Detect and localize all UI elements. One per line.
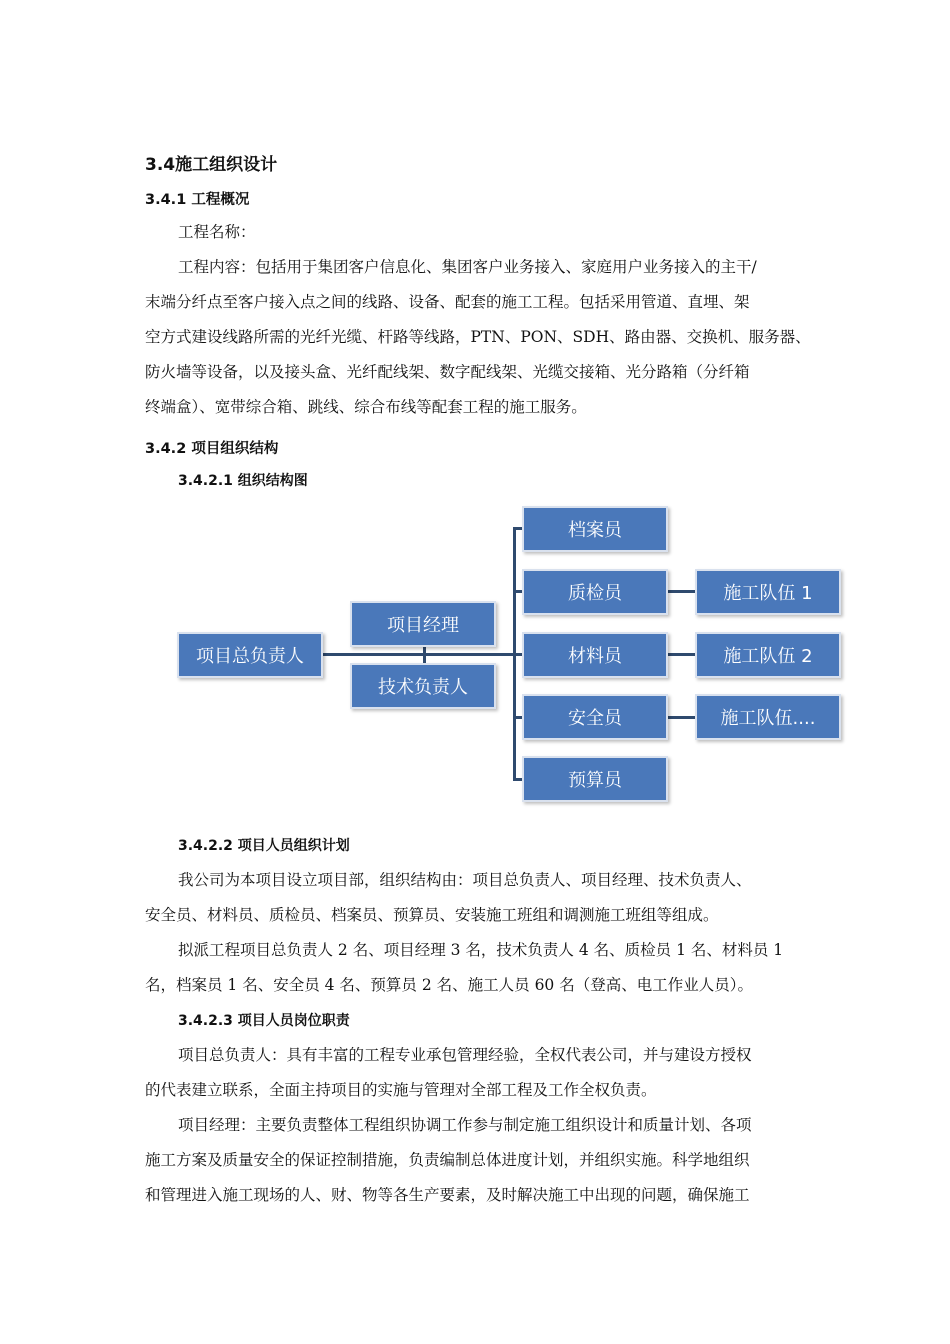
plan-line-2: 安全员、材料员、质检员、档案员、预算员、安装施工班组和调测施工班组等组成。 [145, 906, 719, 924]
duty-line-3: 项目经理：主要负责整体工程组织协调工作参与制定施工组织设计和质量计划、各项 [178, 1116, 752, 1134]
duty-line-2: 的代表建立联系，全面主持项目的实施与管理对全部工程及工作全权负责。 [145, 1081, 657, 1099]
plan-line-4: 名，档案员 1 名、安全员 4 名、预算员 2 名、施工人员 60 名（登高、电工作业人员）。 [145, 976, 753, 994]
org-chart [170, 500, 850, 810]
connector-team-3 [667, 716, 697, 719]
subsection-title-3423: 3.4.2.3 项目人员岗位职责 [178, 1013, 350, 1029]
duty-line-4: 施工方案及质量安全的保证控制措施，负责编制总体进度计划，并组织实施。科学地组织 [145, 1151, 750, 1169]
section-title: 3.4施工组织设计 [145, 155, 278, 175]
org-node-manager: 项目经理 [350, 601, 496, 647]
org-node-staff-safety: 安全员 [522, 694, 668, 740]
org-node-team-2: 施工队伍 2 [695, 632, 841, 678]
connector-team-2 [667, 653, 697, 656]
content-line-2: 末端分纤点至客户接入点之间的线路、设备、配套的施工工程。包括采用管道、直埋、架 [145, 293, 750, 311]
connector-team-1 [667, 590, 697, 593]
project-name-line: 工程名称： [178, 223, 256, 241]
subsection-title-342: 3.4.2 项目组织结构 [145, 441, 279, 457]
org-node-staff-archivist: 档案员 [522, 506, 668, 552]
org-node-team-1: 施工队伍 1 [695, 569, 841, 615]
subsection-title-3422: 3.4.2.2 项目人员组织计划 [178, 838, 350, 854]
duty-line-5: 和管理进入施工现场的人、财、物等各生产要素，及时解决施工中出现的问题，确保施工 [145, 1186, 750, 1204]
content-line-3: 空方式建设线路所需的光纤光缆、杆路等线路，PTN、PON、SDH、路由器、交换机、服务器、 [145, 328, 811, 346]
subsection-title-3421: 3.4.2.1 组织结构图 [178, 473, 308, 489]
plan-line-1: 我公司为本项目设立项目部，组织结构由：项目总负责人、项目经理、技术负责人、 [178, 871, 752, 889]
subsection-title-341: 3.4.1 工程概况 [145, 192, 250, 208]
org-node-staff-materials: 材料员 [522, 632, 668, 678]
connector-root-main [320, 653, 515, 656]
content-line-4: 防火墙等设备，以及接头盒、光纤配线架、数字配线架、光缆交接箱、光分路箱（分纤箱 [145, 363, 750, 381]
org-node-staff-qc: 质检员 [522, 569, 668, 615]
connector-mgr-tech [423, 645, 426, 665]
duty-line-1: 项目总负责人：具有丰富的工程专业承包管理经验，全权代表公司，并与建设方授权 [178, 1046, 752, 1064]
content-line-1: 工程内容：包括用于集团客户信息化、集团客户业务接入、家庭用户业务接入的主干/ [178, 258, 757, 276]
org-node-tech: 技术负责人 [350, 663, 496, 709]
content-line-5: 终端盒）、宽带综合箱、跳线、综合布线等配套工程的施工服务。 [145, 398, 587, 416]
org-node-staff-budget: 预算员 [522, 756, 668, 802]
org-node-root: 项目总负责人 [177, 632, 323, 678]
plan-line-3: 拟派工程项目总负责人 2 名、项目经理 3 名，技术负责人 4 名、质检员 1 名、材料员 1 [178, 941, 784, 959]
org-node-team-3: 施工队伍.... [695, 694, 841, 740]
